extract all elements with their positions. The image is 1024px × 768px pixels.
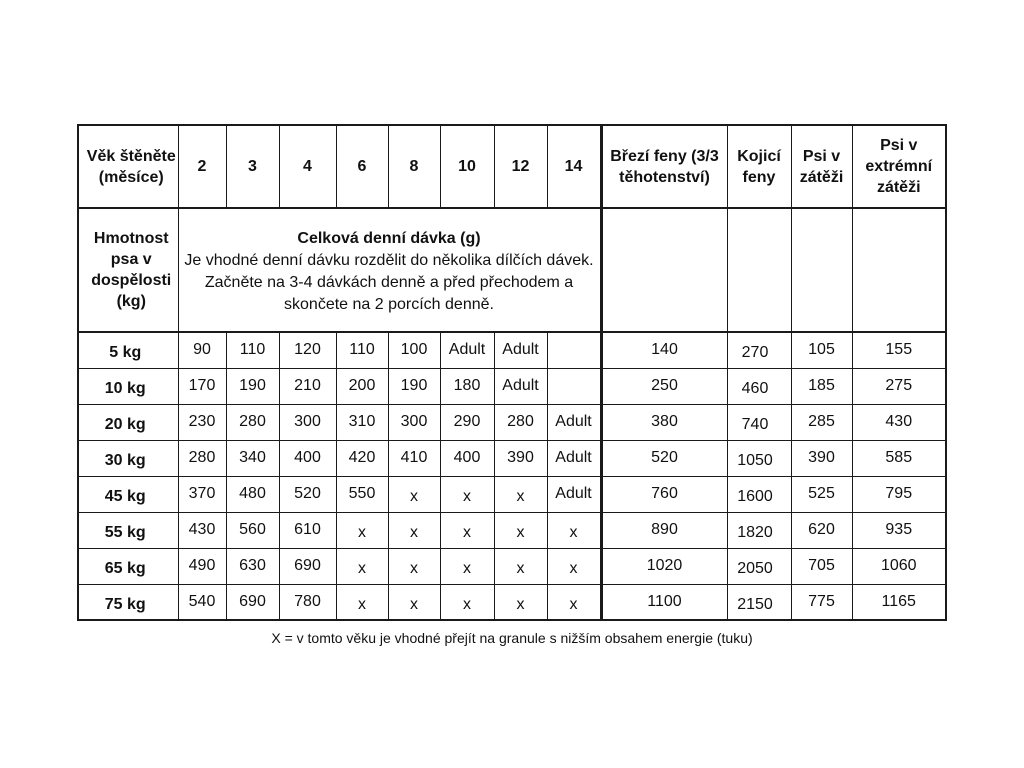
age-col-10: 10 bbox=[440, 125, 494, 208]
age-value-cell: 550 bbox=[336, 476, 388, 512]
working-cell: 105 bbox=[791, 332, 852, 368]
age-value-cell bbox=[547, 332, 601, 368]
daily-ration-title: Celková denní dávka (g) bbox=[297, 230, 481, 247]
pregnant-header: Březí feny (3/3 těhotenství) bbox=[601, 125, 727, 208]
age-value-cell: 90 bbox=[178, 332, 226, 368]
age-value-cell: 430 bbox=[178, 512, 226, 548]
table-row bbox=[78, 548, 946, 584]
working-cell: 620 bbox=[791, 512, 852, 548]
age-value-cell: x bbox=[494, 512, 547, 548]
nursing-cell: 740 bbox=[727, 404, 791, 440]
nursing-cell: 1820 bbox=[727, 512, 791, 548]
age-value-cell: 610 bbox=[279, 512, 336, 548]
feeding-table bbox=[77, 124, 947, 621]
extreme-header: Psi v extrémní zátěži bbox=[852, 125, 946, 208]
nursing-cell: 1050 bbox=[727, 440, 791, 476]
age-value-cell: x bbox=[388, 548, 440, 584]
daily-ration-line-2: Začněte na 3-4 dávkách denně a před přechodem a bbox=[204, 274, 574, 291]
age-col-2: 2 bbox=[178, 125, 226, 208]
age-value-cell: 420 bbox=[336, 440, 388, 476]
age-value-cell: x bbox=[494, 476, 547, 512]
nursing-cell: 2050 bbox=[727, 548, 791, 584]
age-value-cell: 630 bbox=[226, 548, 279, 584]
age-col-8: 8 bbox=[388, 125, 440, 208]
working-cell: 525 bbox=[791, 476, 852, 512]
age-value-cell: 110 bbox=[336, 332, 388, 368]
age-value-cell: x bbox=[547, 584, 601, 620]
table-row bbox=[78, 584, 946, 620]
age-value-cell: x bbox=[388, 584, 440, 620]
age-value-cell: 410 bbox=[388, 440, 440, 476]
extreme-cell: 155 bbox=[852, 332, 946, 368]
nursing-cell: 460 bbox=[727, 368, 791, 404]
extreme-cell: 1060 bbox=[852, 548, 946, 584]
age-value-cell: x bbox=[388, 476, 440, 512]
age-value-cell: x bbox=[494, 548, 547, 584]
weight-cell: 10 kg bbox=[78, 368, 178, 404]
age-value-cell: 210 bbox=[279, 368, 336, 404]
age-value-cell: x bbox=[336, 548, 388, 584]
note-empty-extreme bbox=[852, 208, 946, 332]
extreme-cell: 1165 bbox=[852, 584, 946, 620]
age-value-cell: x bbox=[336, 512, 388, 548]
age-value-cell: x bbox=[494, 584, 547, 620]
age-value-cell: 400 bbox=[279, 440, 336, 476]
age-value-cell: 280 bbox=[226, 404, 279, 440]
age-col-6: 6 bbox=[336, 125, 388, 208]
age-value-cell bbox=[547, 368, 601, 404]
pregnant-cell: 380 bbox=[601, 404, 727, 440]
age-value-cell: x bbox=[440, 584, 494, 620]
nursing-header: Kojicí feny bbox=[727, 125, 791, 208]
age-value-cell: Adult bbox=[547, 476, 601, 512]
age-value-cell: Adult bbox=[494, 332, 547, 368]
extreme-cell: 275 bbox=[852, 368, 946, 404]
age-col-12: 12 bbox=[494, 125, 547, 208]
extreme-cell: 585 bbox=[852, 440, 946, 476]
age-value-cell: 340 bbox=[226, 440, 279, 476]
nursing-cell: 270 bbox=[727, 332, 791, 368]
pregnant-cell: 1100 bbox=[601, 584, 727, 620]
age-value-cell: x bbox=[388, 512, 440, 548]
age-value-cell: 170 bbox=[178, 368, 226, 404]
age-value-cell: 490 bbox=[178, 548, 226, 584]
age-value-cell: Adult bbox=[494, 368, 547, 404]
weight-cell: 45 kg bbox=[78, 476, 178, 512]
age-value-cell: Adult bbox=[547, 440, 601, 476]
age-value-cell: 540 bbox=[178, 584, 226, 620]
table-row bbox=[78, 332, 946, 368]
nursing-cell: 2150 bbox=[727, 584, 791, 620]
age-value-cell: 290 bbox=[440, 404, 494, 440]
note-empty-working bbox=[791, 208, 852, 332]
pregnant-cell: 890 bbox=[601, 512, 727, 548]
daily-ration-line-3: skončete na 2 porcích denně. bbox=[284, 296, 494, 313]
age-value-cell: 780 bbox=[279, 584, 336, 620]
age-value-cell: 180 bbox=[440, 368, 494, 404]
daily-ration-note bbox=[178, 208, 601, 332]
age-value-cell: 690 bbox=[226, 584, 279, 620]
weight-cell: 65 kg bbox=[78, 548, 178, 584]
age-value-cell: 120 bbox=[279, 332, 336, 368]
table-row bbox=[78, 476, 946, 512]
age-value-cell: Adult bbox=[547, 404, 601, 440]
age-value-cell: 300 bbox=[388, 404, 440, 440]
extreme-cell: 430 bbox=[852, 404, 946, 440]
pregnant-cell: 1020 bbox=[601, 548, 727, 584]
age-value-cell: 390 bbox=[494, 440, 547, 476]
age-value-cell: x bbox=[547, 512, 601, 548]
extreme-cell: 795 bbox=[852, 476, 946, 512]
age-value-cell: x bbox=[547, 548, 601, 584]
note-empty-nursing bbox=[727, 208, 791, 332]
daily-ration-line-1: Je vhodné denní dávku rozdělit do několika dílčích dávek. bbox=[184, 252, 594, 269]
working-cell: 185 bbox=[791, 368, 852, 404]
nursing-cell: 1600 bbox=[727, 476, 791, 512]
table-row bbox=[78, 404, 946, 440]
note-empty-pregnant bbox=[601, 208, 727, 332]
working-cell: 705 bbox=[791, 548, 852, 584]
age-value-cell: 200 bbox=[336, 368, 388, 404]
working-cell: 285 bbox=[791, 404, 852, 440]
age-value-cell: x bbox=[440, 512, 494, 548]
note-row bbox=[78, 208, 946, 332]
age-value-cell: x bbox=[440, 548, 494, 584]
age-value-cell: 480 bbox=[226, 476, 279, 512]
age-value-cell: 310 bbox=[336, 404, 388, 440]
age-value-cell: x bbox=[336, 584, 388, 620]
age-value-cell: 100 bbox=[388, 332, 440, 368]
age-value-cell: 690 bbox=[279, 548, 336, 584]
working-cell: 390 bbox=[791, 440, 852, 476]
weight-cell: 5 kg bbox=[78, 332, 178, 368]
age-value-cell: x bbox=[440, 476, 494, 512]
weight-cell: 20 kg bbox=[78, 404, 178, 440]
age-value-cell: 110 bbox=[226, 332, 279, 368]
working-header: Psi v zátěži bbox=[791, 125, 852, 208]
age-col-14: 14 bbox=[547, 125, 601, 208]
extreme-cell: 935 bbox=[852, 512, 946, 548]
age-value-cell: 280 bbox=[494, 404, 547, 440]
table-row bbox=[78, 440, 946, 476]
age-value-cell: Adult bbox=[440, 332, 494, 368]
age-value-cell: 230 bbox=[178, 404, 226, 440]
weight-header: Hmotnost psa v dospělosti (kg) bbox=[78, 208, 178, 332]
pregnant-cell: 760 bbox=[601, 476, 727, 512]
weight-cell: 75 kg bbox=[78, 584, 178, 620]
age-value-cell: 280 bbox=[178, 440, 226, 476]
age-value-cell: 520 bbox=[279, 476, 336, 512]
age-header: Věk štěněte (měsíce) bbox=[78, 125, 178, 208]
pregnant-cell: 520 bbox=[601, 440, 727, 476]
table-row bbox=[78, 368, 946, 404]
table-body bbox=[78, 125, 946, 620]
age-col-3: 3 bbox=[226, 125, 279, 208]
footnote: X = v tomto věku je vhodné přejít na granule s nižším obsahem energie (tuku) bbox=[271, 630, 753, 646]
age-value-cell: 400 bbox=[440, 440, 494, 476]
header-row bbox=[78, 125, 946, 208]
pregnant-cell: 140 bbox=[601, 332, 727, 368]
working-cell: 775 bbox=[791, 584, 852, 620]
age-value-cell: 190 bbox=[226, 368, 279, 404]
weight-cell: 30 kg bbox=[78, 440, 178, 476]
age-value-cell: 370 bbox=[178, 476, 226, 512]
age-col-4: 4 bbox=[279, 125, 336, 208]
age-value-cell: 560 bbox=[226, 512, 279, 548]
table-row bbox=[78, 512, 946, 548]
pregnant-cell: 250 bbox=[601, 368, 727, 404]
weight-cell: 55 kg bbox=[78, 512, 178, 548]
feeding-table-wrapper bbox=[77, 124, 945, 621]
age-value-cell: 190 bbox=[388, 368, 440, 404]
age-value-cell: 300 bbox=[279, 404, 336, 440]
